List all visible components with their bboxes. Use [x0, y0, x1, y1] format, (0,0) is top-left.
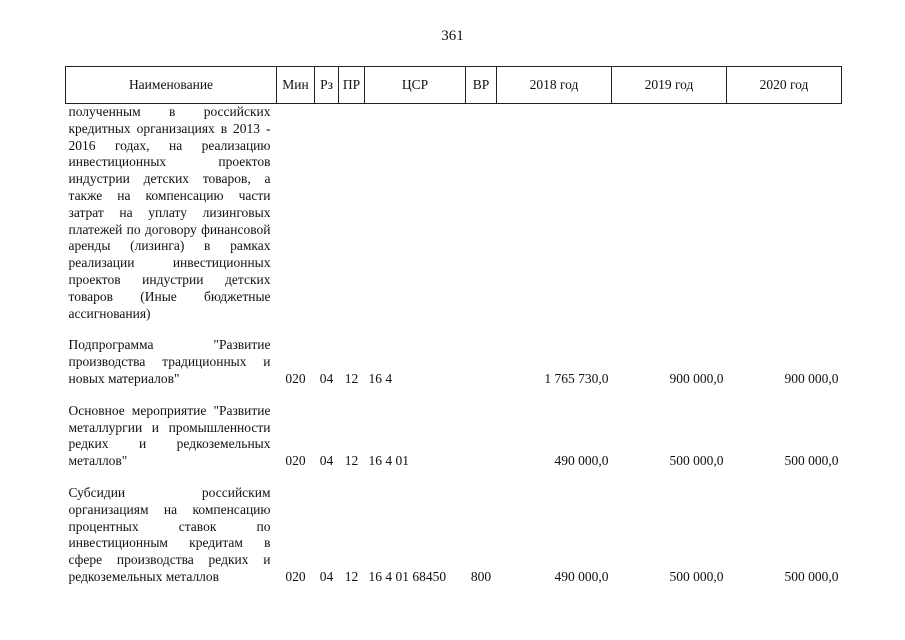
row-pr: [339, 104, 365, 323]
row-pr: 12: [344, 568, 359, 584]
row-name: полученным в российских кредитных организациях в 2013 - 2016 годах, на реализацию инвестиционных проектов индустрии детских товаров, а также на компенсацию части затрат на уплату лизинговых платежей по договору финансовой аренды (лизинга) в рамках реализации инвестиционных проектов индустрии детских товаров (Иные бюджетные ассигнования): [68, 104, 271, 321]
row-2018: 490 000,0: [554, 453, 609, 469]
row-pr: 12: [344, 453, 359, 469]
row-pr: 12: [344, 370, 359, 386]
row-2019: [612, 104, 727, 323]
row-rz: [315, 104, 339, 323]
col-header-2020: 2020 год: [727, 67, 842, 104]
row-csr: 16 4 01: [368, 453, 409, 469]
row-2019: 500 000,0: [669, 568, 724, 584]
table-row: [66, 403, 842, 470]
budget-table: [65, 66, 842, 586]
col-header-csr: ЦСР: [365, 67, 466, 104]
row-csr: 16 4 01 68450: [368, 568, 447, 584]
table-row: [66, 485, 842, 586]
row-csr: [365, 104, 466, 323]
row-min: 020: [285, 568, 306, 584]
row-name: Основное мероприятие "Развитие металлургии и промышленности редких и редкоземельных металлов": [68, 402, 271, 469]
row-vr: [466, 403, 497, 470]
row-2018: 490 000,0: [554, 568, 609, 584]
row-min: 020: [285, 453, 306, 469]
row-2020: 500 000,0: [784, 453, 839, 469]
col-header-min: Мин: [277, 67, 315, 104]
col-header-rz: Рз: [315, 67, 339, 104]
table-header-row: [66, 67, 842, 104]
row-2020: 900 000,0: [784, 370, 839, 386]
row-name: Подпрограмма "Развитие производства традиционных и новых материалов": [68, 337, 271, 386]
row-rz: 04: [319, 453, 334, 469]
row-2019: 500 000,0: [669, 453, 724, 469]
row-2019: 900 000,0: [669, 370, 724, 386]
row-rz: 04: [319, 370, 334, 386]
row-vr: [466, 104, 497, 323]
page-number: 361: [441, 28, 464, 44]
table-row: [66, 104, 842, 323]
col-header-pr: ПР: [339, 67, 365, 104]
row-2020: [727, 104, 842, 323]
row-min: 020: [285, 370, 306, 386]
row-rz: 04: [319, 568, 334, 584]
col-header-vr: ВР: [466, 67, 497, 104]
row-name: Субсидии российским организациям на компенсацию процентных ставок по инвестиционным кредитам в сфере производства редких и редкоземельных металлов: [68, 484, 271, 584]
col-header-2018: 2018 год: [497, 67, 612, 104]
row-2018: [497, 104, 612, 323]
row-min: [277, 104, 315, 323]
row-csr: 16 4: [368, 370, 393, 386]
col-header-2019: 2019 год: [612, 67, 727, 104]
row-vr: 800: [470, 568, 492, 584]
col-header-name: Наименование: [66, 67, 277, 104]
row-vr: [466, 337, 497, 387]
row-2018: 1 765 730,0: [544, 370, 609, 386]
table-row: [66, 337, 842, 387]
row-2020: 500 000,0: [784, 568, 839, 584]
